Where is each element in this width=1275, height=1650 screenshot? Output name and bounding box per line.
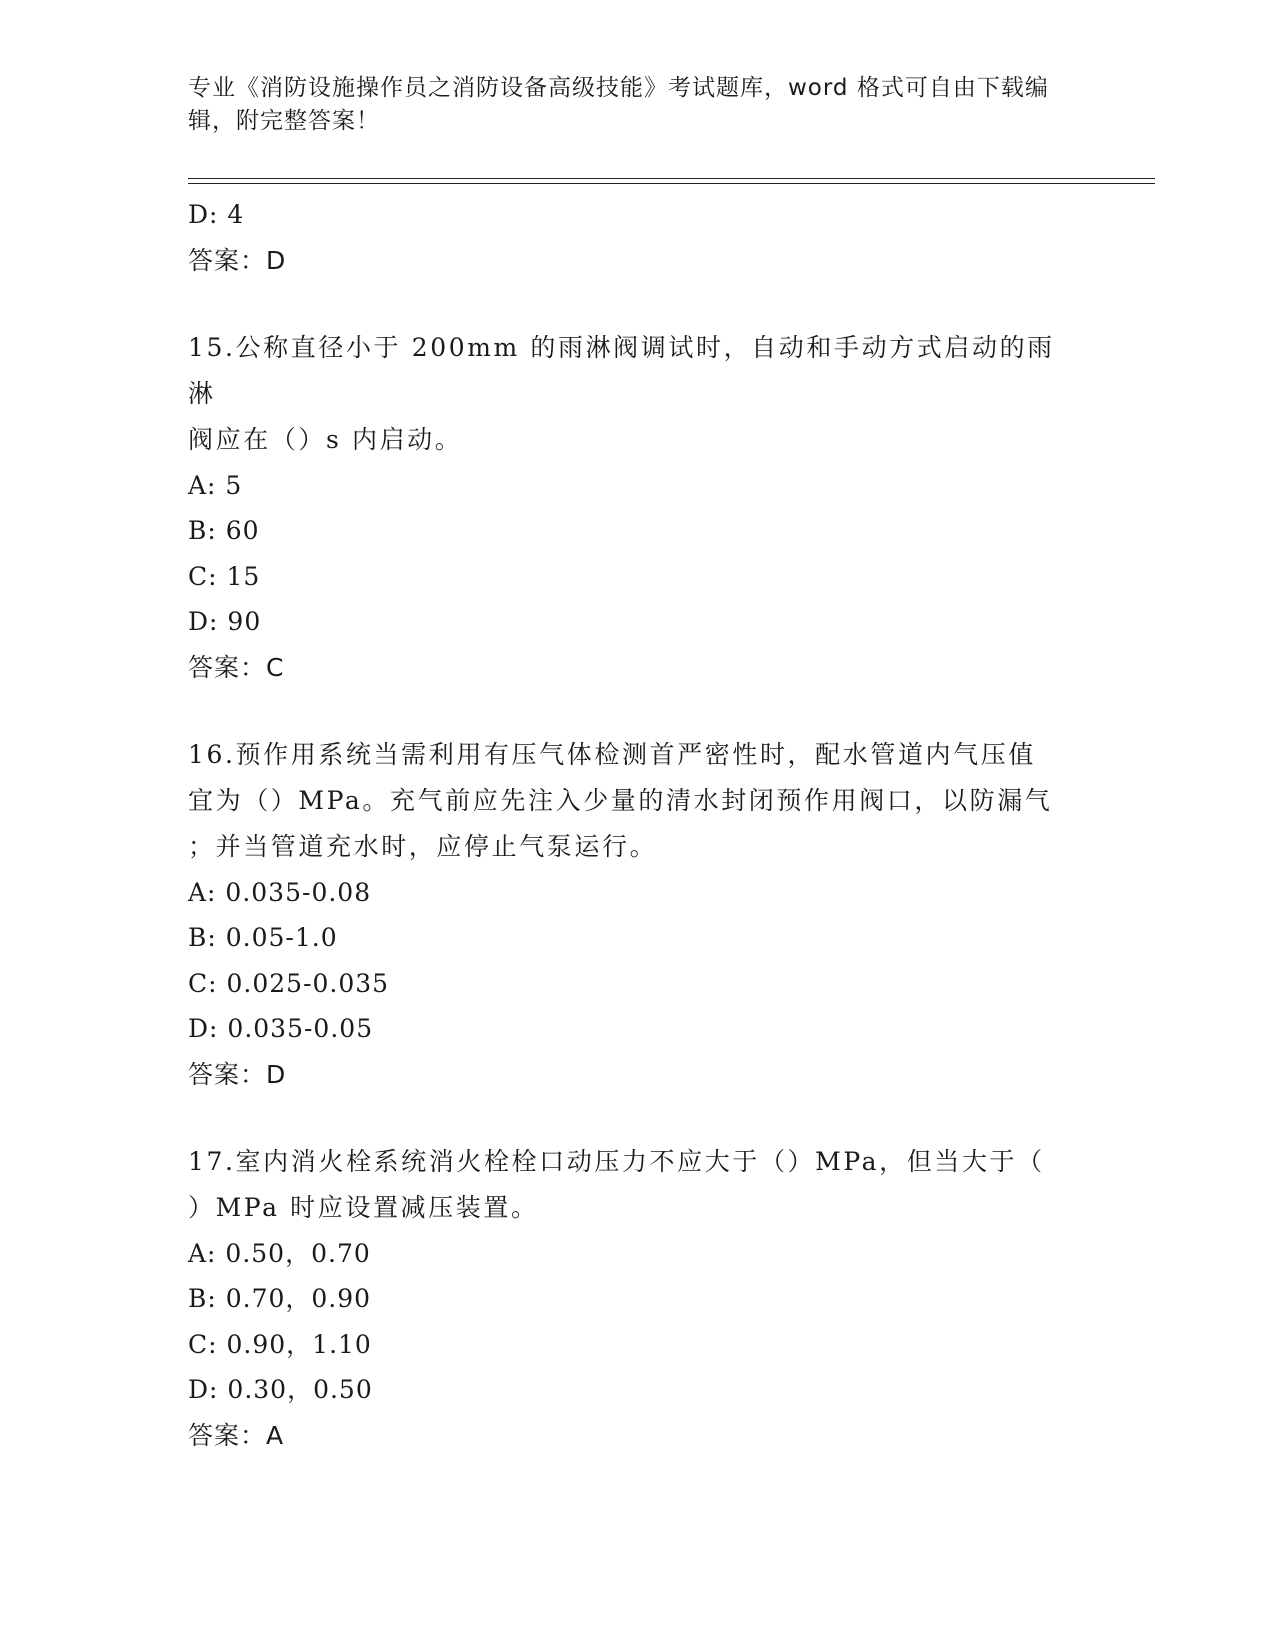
document-header [188, 72, 1068, 138]
question-17-option-c: C: 0.90，1.10 [188, 1329, 372, 1359]
question-15-option-c: C: 15 [188, 561, 261, 591]
question-16-text-line-1: 16.预作用系统当需利用有压气体检测首严密性时，配水管道内气压值 [188, 739, 1036, 769]
question-15-option-d: D: 90 [188, 607, 262, 636]
spacer [188, 283, 1088, 325]
prev-answer: 答案：D [188, 245, 287, 275]
question-17-answer: 答案：A [188, 1420, 285, 1450]
question-16-text [188, 732, 1068, 870]
question-15-text [188, 325, 1068, 463]
question-17-option-d: D: 0.30，0.50 [188, 1375, 373, 1404]
question-15 [188, 325, 1088, 690]
question-16-option-b: B: 0.05-1.0 [188, 923, 338, 952]
question-15-option-b: B: 60 [188, 516, 260, 545]
question-17-text [188, 1139, 1068, 1231]
question-17 [188, 1139, 1088, 1458]
question-16-option-d: D: 0.035-0.05 [188, 1014, 374, 1043]
header-line-2: 辑，附完整答案！ [188, 108, 380, 134]
header-line-1: 专业《消防设施操作员之消防设备高级技能》考试题库，word 格式可自由下载编 [188, 75, 1049, 101]
question-16-option-c: C: 0.025-0.035 [188, 968, 390, 998]
header-divider-bottom [188, 183, 1155, 184]
prev-option-d: D: 4 [188, 200, 245, 229]
question-17-option-b: B: 0.70，0.90 [188, 1284, 372, 1313]
question-15-option-a: A: 5 [188, 470, 243, 500]
question-15-text-line-1: 15.公称直径小于 200mm 的雨淋阀调试时，自动和手动方式启动的雨淋 [188, 332, 1055, 408]
question-15-answer: 答案：C [188, 652, 285, 682]
question-17-option-a: A: 0.50，0.70 [188, 1238, 371, 1268]
spacer [188, 690, 1088, 732]
question-16-option-a: A: 0.035-0.08 [188, 877, 372, 907]
question-16-answer: 答案：D [188, 1059, 287, 1089]
question-16 [188, 732, 1088, 1097]
question-17-text-line-2: ）MPa 时应设置减压装置。 [188, 1192, 539, 1222]
question-16-text-line-3: ；并当管道充水时，应停止气泵运行。 [188, 831, 658, 861]
question-list [188, 192, 1088, 1458]
header-divider-top [188, 178, 1155, 179]
spacer [188, 1097, 1088, 1139]
question-16-text-line-2: 宜为（）MPa。充气前应先注入少量的清水封闭预作用阀口，以防漏气 [188, 785, 1053, 815]
question-17-text-line-1: 17.室内消火栓系统消火栓栓口动压力不应大于（）MPa，但当大于（ [188, 1146, 1045, 1176]
question-15-text-line-2: 阀应在（）s 内启动。 [188, 424, 463, 454]
